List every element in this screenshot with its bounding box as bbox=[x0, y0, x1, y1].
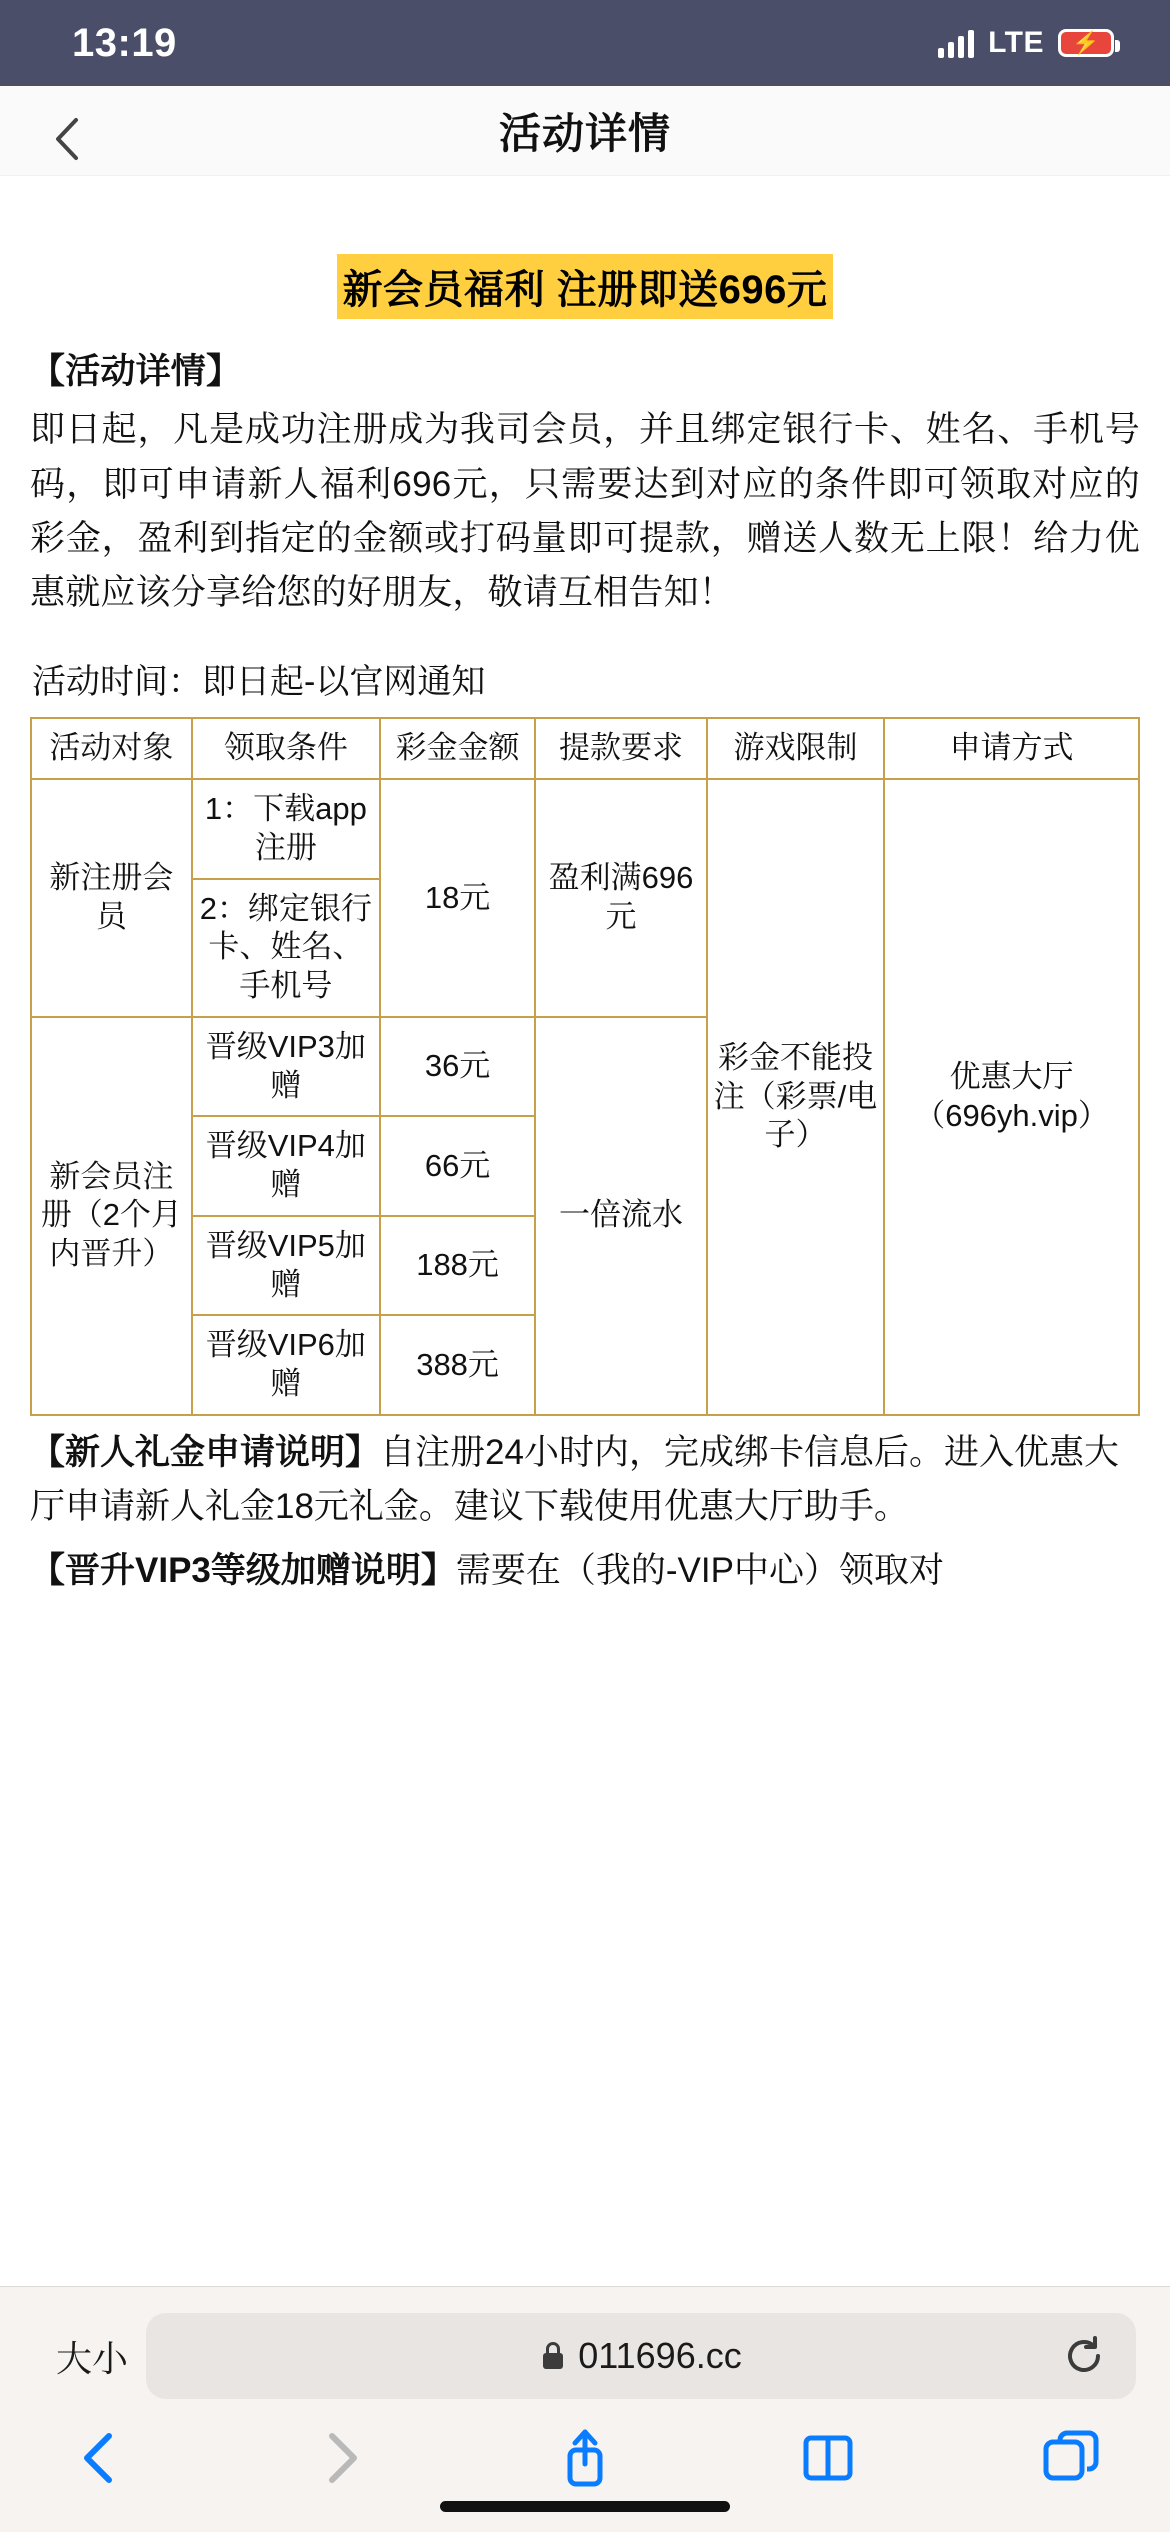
table-cell-amount: 66元 bbox=[380, 1116, 535, 1216]
browser-toolbar bbox=[0, 2399, 1170, 2493]
back-chevron-icon[interactable] bbox=[52, 116, 82, 146]
note-item bbox=[30, 1544, 1140, 1598]
table-cell-withdraw: 一倍流水 bbox=[535, 1017, 707, 1415]
share-icon[interactable] bbox=[550, 2423, 620, 2493]
table-cell-apply-method: 优惠大厅（696yh.vip） bbox=[884, 779, 1139, 1415]
status-bar bbox=[0, 0, 1170, 86]
page-header bbox=[0, 86, 1170, 176]
forward-arrow-icon bbox=[307, 2423, 377, 2493]
table-cell-amount: 388元 bbox=[380, 1315, 535, 1415]
reload-icon[interactable] bbox=[1062, 2334, 1106, 2378]
book-icon[interactable] bbox=[793, 2423, 863, 2493]
table-cell-condition: 晋级VIP6加赠 bbox=[192, 1315, 380, 1415]
note-text: 需要在（我的-VIP中心）领取对 bbox=[455, 1551, 944, 1591]
table-cell-amount: 188元 bbox=[380, 1216, 535, 1316]
note-item bbox=[30, 1426, 1140, 1535]
table-cell-game-limit: 彩金不能投注（彩票/电子） bbox=[707, 779, 884, 1415]
url-bar[interactable] bbox=[146, 2313, 1136, 2399]
promo-section-label: 【活动详情】 bbox=[30, 352, 242, 391]
table-cell-condition: 晋级VIP4加赠 bbox=[192, 1116, 380, 1216]
table-cell-withdraw: 盈利满696元 bbox=[535, 779, 707, 1017]
promo-table bbox=[30, 717, 1140, 1416]
browser-bottom-bar bbox=[0, 2286, 1170, 2532]
table-header-cell: 领取条件 bbox=[192, 718, 380, 779]
note-label: 【晋升VIP3等级加赠说明】 bbox=[30, 1551, 456, 1591]
carrier-label: LTE bbox=[988, 26, 1044, 59]
status-time: 13:19 bbox=[72, 20, 177, 65]
table-cell-amount: 18元 bbox=[380, 779, 535, 1017]
promo-time-line: 活动时间：即日起-以官网通知 bbox=[32, 663, 486, 702]
table-cell-condition: 1：下载app注册 bbox=[192, 779, 380, 879]
back-arrow-icon[interactable] bbox=[64, 2423, 134, 2493]
table-header-cell: 提款要求 bbox=[535, 718, 707, 779]
table-header-cell: 申请方式 bbox=[884, 718, 1139, 779]
status-indicators bbox=[938, 26, 1114, 60]
home-indicator bbox=[440, 2501, 730, 2512]
promo-body: 即日起，凡是成功注册成为我司会员，并且绑定银行卡、姓名、手机号码，即可申请新人福利696元，只需要达到对应的条件即可领取对应的彩金，盈利到指定的金额或打码量即可提款，赠送人数无上限！给力优惠就应该分享给您的好朋友，敬请互相告知！ bbox=[30, 410, 1140, 612]
table-header-cell: 游戏限制 bbox=[707, 718, 884, 779]
promo-headline: 新会员福利 注册即送696元 bbox=[337, 254, 834, 319]
table-header-cell: 活动对象 bbox=[31, 718, 192, 779]
promo-headline-wrap bbox=[30, 254, 1140, 319]
page-title: 活动详情 bbox=[498, 109, 671, 157]
note-label: 【新人礼金申请说明】 bbox=[30, 1432, 381, 1472]
text-size-button[interactable]: 大小 bbox=[56, 2337, 129, 2379]
tabs-icon[interactable] bbox=[1036, 2423, 1106, 2493]
url-row bbox=[0, 2287, 1170, 2399]
table-cell-condition: 2：绑定银行卡、姓名、手机号 bbox=[192, 879, 380, 1017]
table-cell-condition: 晋级VIP5加赠 bbox=[192, 1216, 380, 1316]
table-cell-amount: 36元 bbox=[380, 1017, 535, 1117]
table-header-cell: 彩金金额 bbox=[380, 718, 535, 779]
lock-icon bbox=[540, 2340, 566, 2372]
table-row bbox=[31, 779, 1139, 879]
url-text: 011696.cc bbox=[578, 2335, 742, 2376]
table-cell-condition: 晋级VIP3加赠 bbox=[192, 1017, 380, 1117]
table-cell-object: 新注册会员 bbox=[31, 779, 192, 1017]
promo-content bbox=[0, 176, 1170, 1591]
battery-charging-icon: ⚡ bbox=[1058, 29, 1114, 57]
table-cell-object: 新会员注册（2个月内晋升） bbox=[31, 1017, 192, 1415]
note-text: 自注册24小时内，完成绑卡信息后。进入优惠大厅申请新人礼金18元礼金。建议下载使用优惠大厅助手。 bbox=[30, 1432, 1119, 1526]
signal-bars-icon bbox=[938, 28, 974, 58]
table-header-row bbox=[31, 718, 1139, 779]
